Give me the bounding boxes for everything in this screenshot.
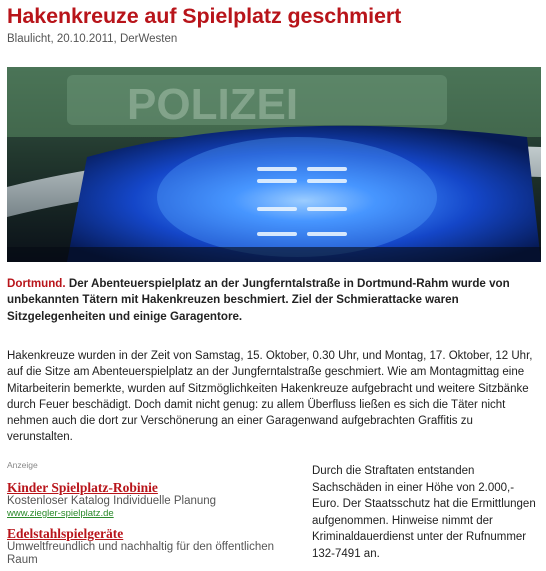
article-paragraph-1: Hakenkreuze wurden in der Zeit von Samstag, 15. Oktober, 0.30 Uhr, und Montag, 17. Oktober, 12 Uhr, auf die Sitze am Abenteuerspielplatz an der Jungferntalstraße geschmiert. Wie am Montagmittag eine Mitarbeiterin bemerkte, wurden auf Sitzmöglichkeiten Hakenkreuze aufgebracht und weitere Sitzbänke durch Feuer beschädigt. Doch damit nicht genug: zu allem Überfluss ließen es sich die Täter nicht nehmen auch die dort zur Verschönerung an einer Garagenwand aufgebrachten Graffitis zu verunstalten. [7,350,533,444]
ad-url-link[interactable]: www.ziegler-spielplatz.de [7,508,114,519]
article-photo[interactable] [7,67,541,262]
police-light-image [7,67,541,262]
ad-title-link[interactable]: Edelstahlspielgeräte [7,526,124,541]
lead-text: Der Abenteuerspielplatz an der Jungferntalstraße in Dortmund-Rahm wurde von unbekannten Tätern mit Hakenkreuzen beschmiert. Ziel der Schmierattacke waren Sitzgelegenheiten und einige Garagentore. [7,277,510,323]
ad-title-link[interactable]: Kinder Spielplatz-Robinie [7,480,158,495]
ad-label: Anzeige [7,460,38,470]
ad-item[interactable] [7,526,287,567]
vehicle-lettering: POLIZEI [127,80,299,129]
ad-description: Kostenloser Katalog Individuelle Planung [7,495,217,507]
ad-block [7,460,287,571]
article-meta: Blaulicht, 20.10.2011, DerWesten [7,33,178,45]
article-headline: Hakenkreuze auf Spielplatz geschmiert [7,4,402,28]
lead-location: Dortmund. [7,277,66,290]
article-lead [7,276,541,325]
article-paragraph-2: Durch die Straftaten entstanden Sachschäden in einer Höhe von 2.000,- Euro. Der Staatsschutz hat die Ermittlungen aufgenommen. Hinweise nimmt der Kriminaldauerdienst unter der Rufnummer 132-7491 an. [312,465,536,560]
ad-item[interactable] [7,480,287,520]
ad-description: Umweltfreundlich und nachhaltig für den öffentlichen Raum [7,541,275,566]
